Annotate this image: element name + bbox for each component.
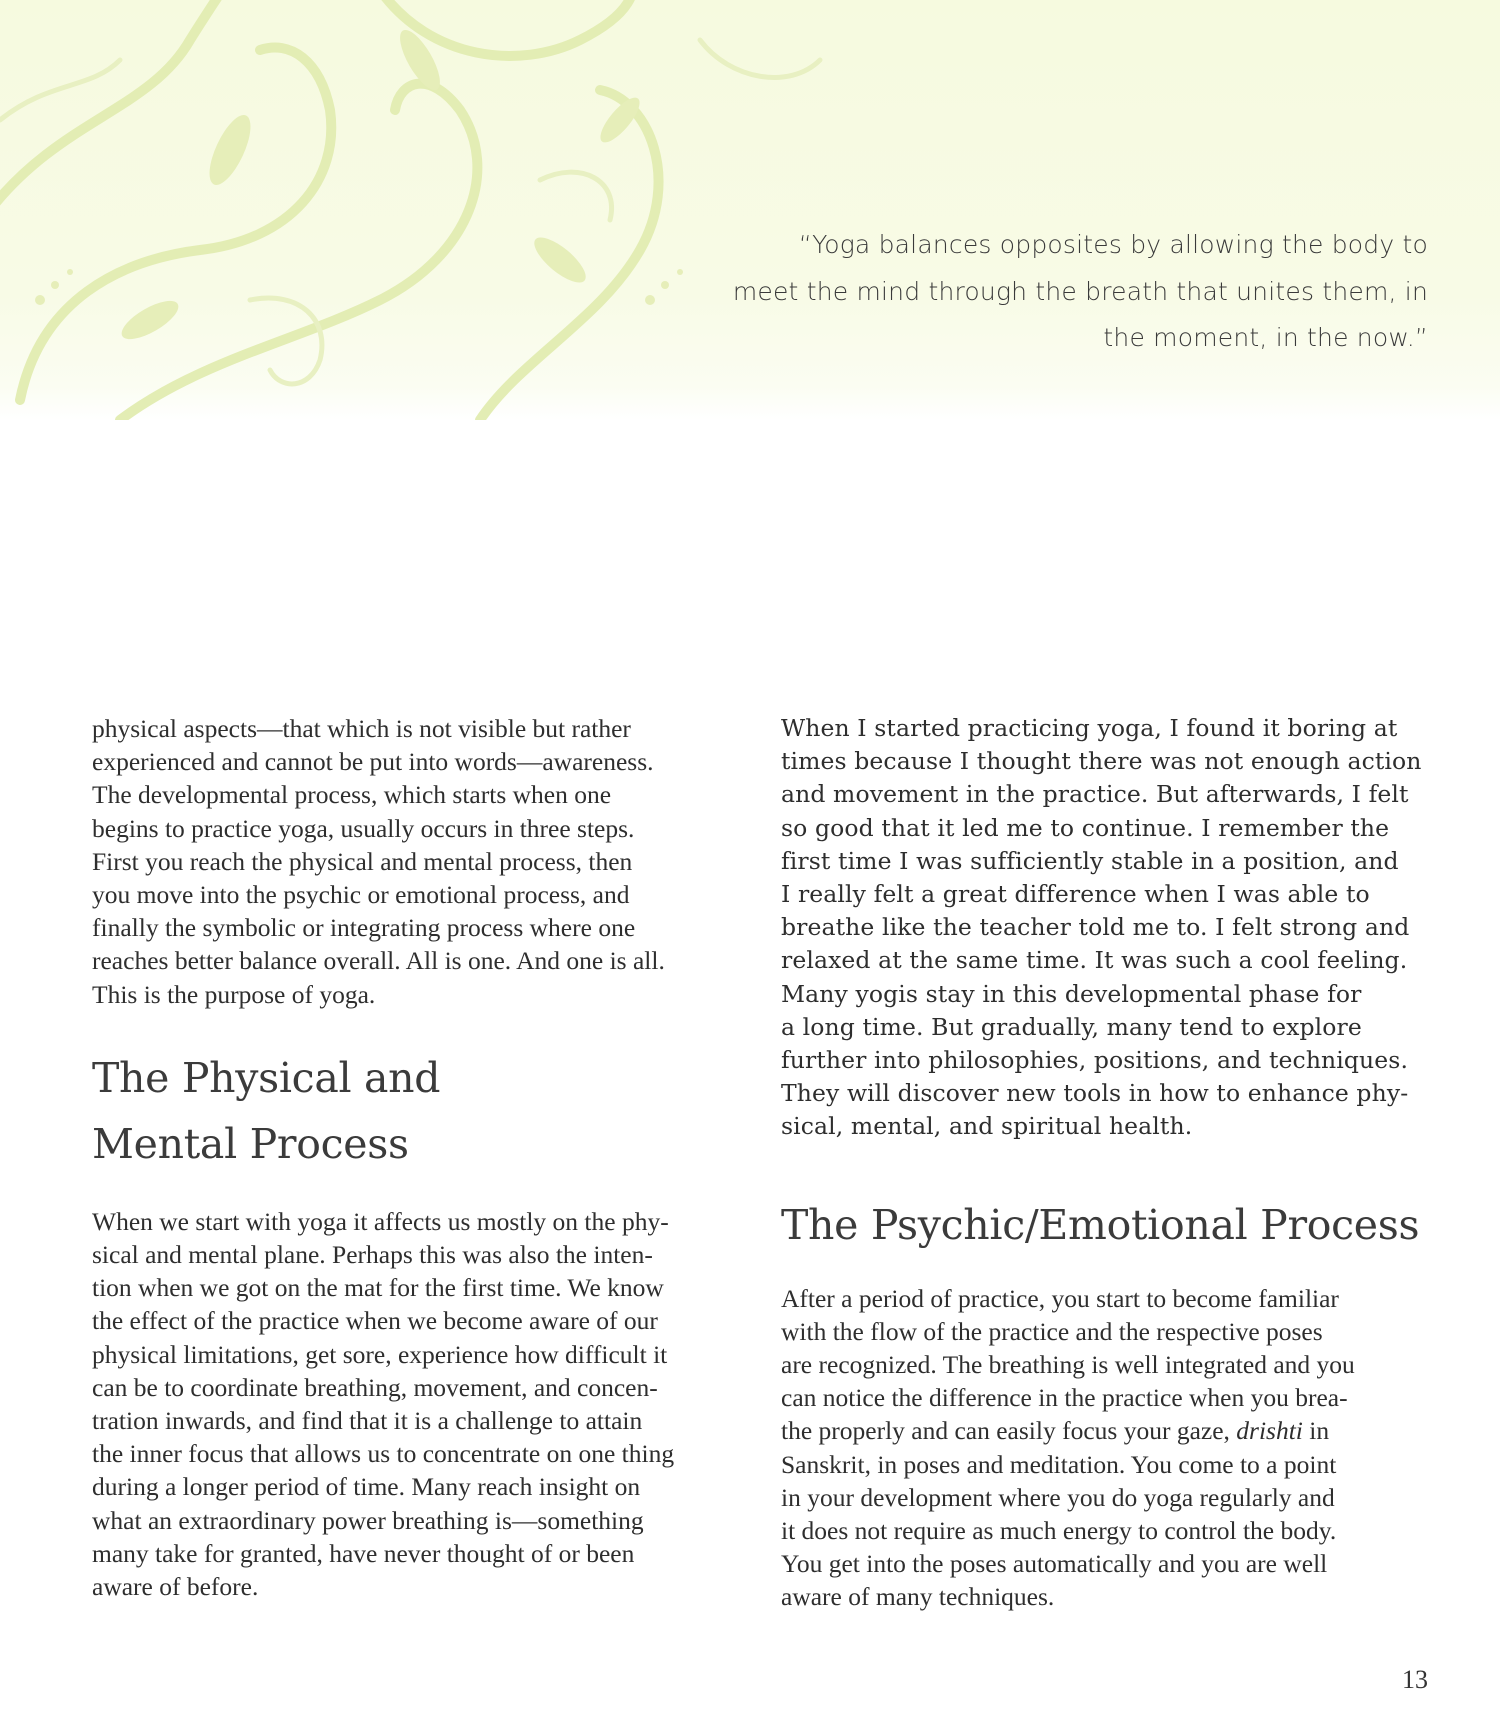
physical-mental-paragraph: When we start with yoga it affects us mostly on the phy- sical and mental plane. Perhaps this was also the inten- tion when we got on the mat for the first time. We know the effect of the practice when we become aware of our physical limitations, get sore, experience how difficult it can be to coordinate breathing, movement, and concen- tration inwards, and find that it is a challenge to attain the inner focus that allows us to concentrate on one thing during a longer period of time. Many reach insight on what an extraordinary power breathing is—something many take for granted, have never thought of or been aware of before. xyxy=(92,1206,675,1602)
section-heading-physical-mental: The Physical and Mental Process xyxy=(92,1053,441,1168)
page-number: 13 xyxy=(1402,1665,1428,1694)
left-column xyxy=(92,712,742,1603)
paragraph-text: in Sanskrit, in poses and meditation. You come to a point in your development where you do yoga regularly and it does not require as much energy to control the body. You get into the poses automatically and you are well aware of many techniques. xyxy=(781,1416,1337,1612)
personal-experience-paragraph: When I started practicing yoga, I found it boring at times because I thought there was not enough action and movement in the practice. But afterwards, I felt so good that it led me to continue. I remember the first time I was sufficiently stable in a position, and I really felt a great difference when I was able to breathe like the teacher told me to. I felt strong and relaxed at the same time. It was such a cool feeling. Many yogis stay in this developmental phase for a long time. But gradually, many tend to explore further into philosophies, positions, and techniques. They will discover new tools in how to enhance phy- sical, mental, and spiritual health. xyxy=(781,714,1422,1141)
paragraph-text: After a period of practice, you start to become familiar with the flow of the practice and the respective poses are recognized. The breathing is well integrated and you can notice the difference in the practice when you brea- the properly and can easily focus your gaze, xyxy=(781,1283,1355,1446)
sanskrit-term: drishti xyxy=(1236,1416,1303,1446)
decorative-banner xyxy=(0,0,1500,420)
psychic-emotional-paragraph xyxy=(781,1282,1431,1614)
right-column xyxy=(781,712,1431,1614)
intro-paragraph: physical aspects—that which is not visible but rather experienced and cannot be put into words—awareness. The developmental process, which starts when one begins to practice yoga, usually occurs in three steps. First you reach the physical and mental process, then you move into the psychic or emotional process, and finally the symbolic or integrating process where one reaches better balance overall. All is one. And one is all. This is the purpose of yoga. xyxy=(92,714,665,1009)
pull-quote: “Yoga balances opposites by allowing the body to meet the mind through the breath that unites them, in the moment, in the now.” xyxy=(732,230,1428,352)
section-heading-psychic-emotional: The Psychic/Emotional Process xyxy=(781,1200,1420,1249)
